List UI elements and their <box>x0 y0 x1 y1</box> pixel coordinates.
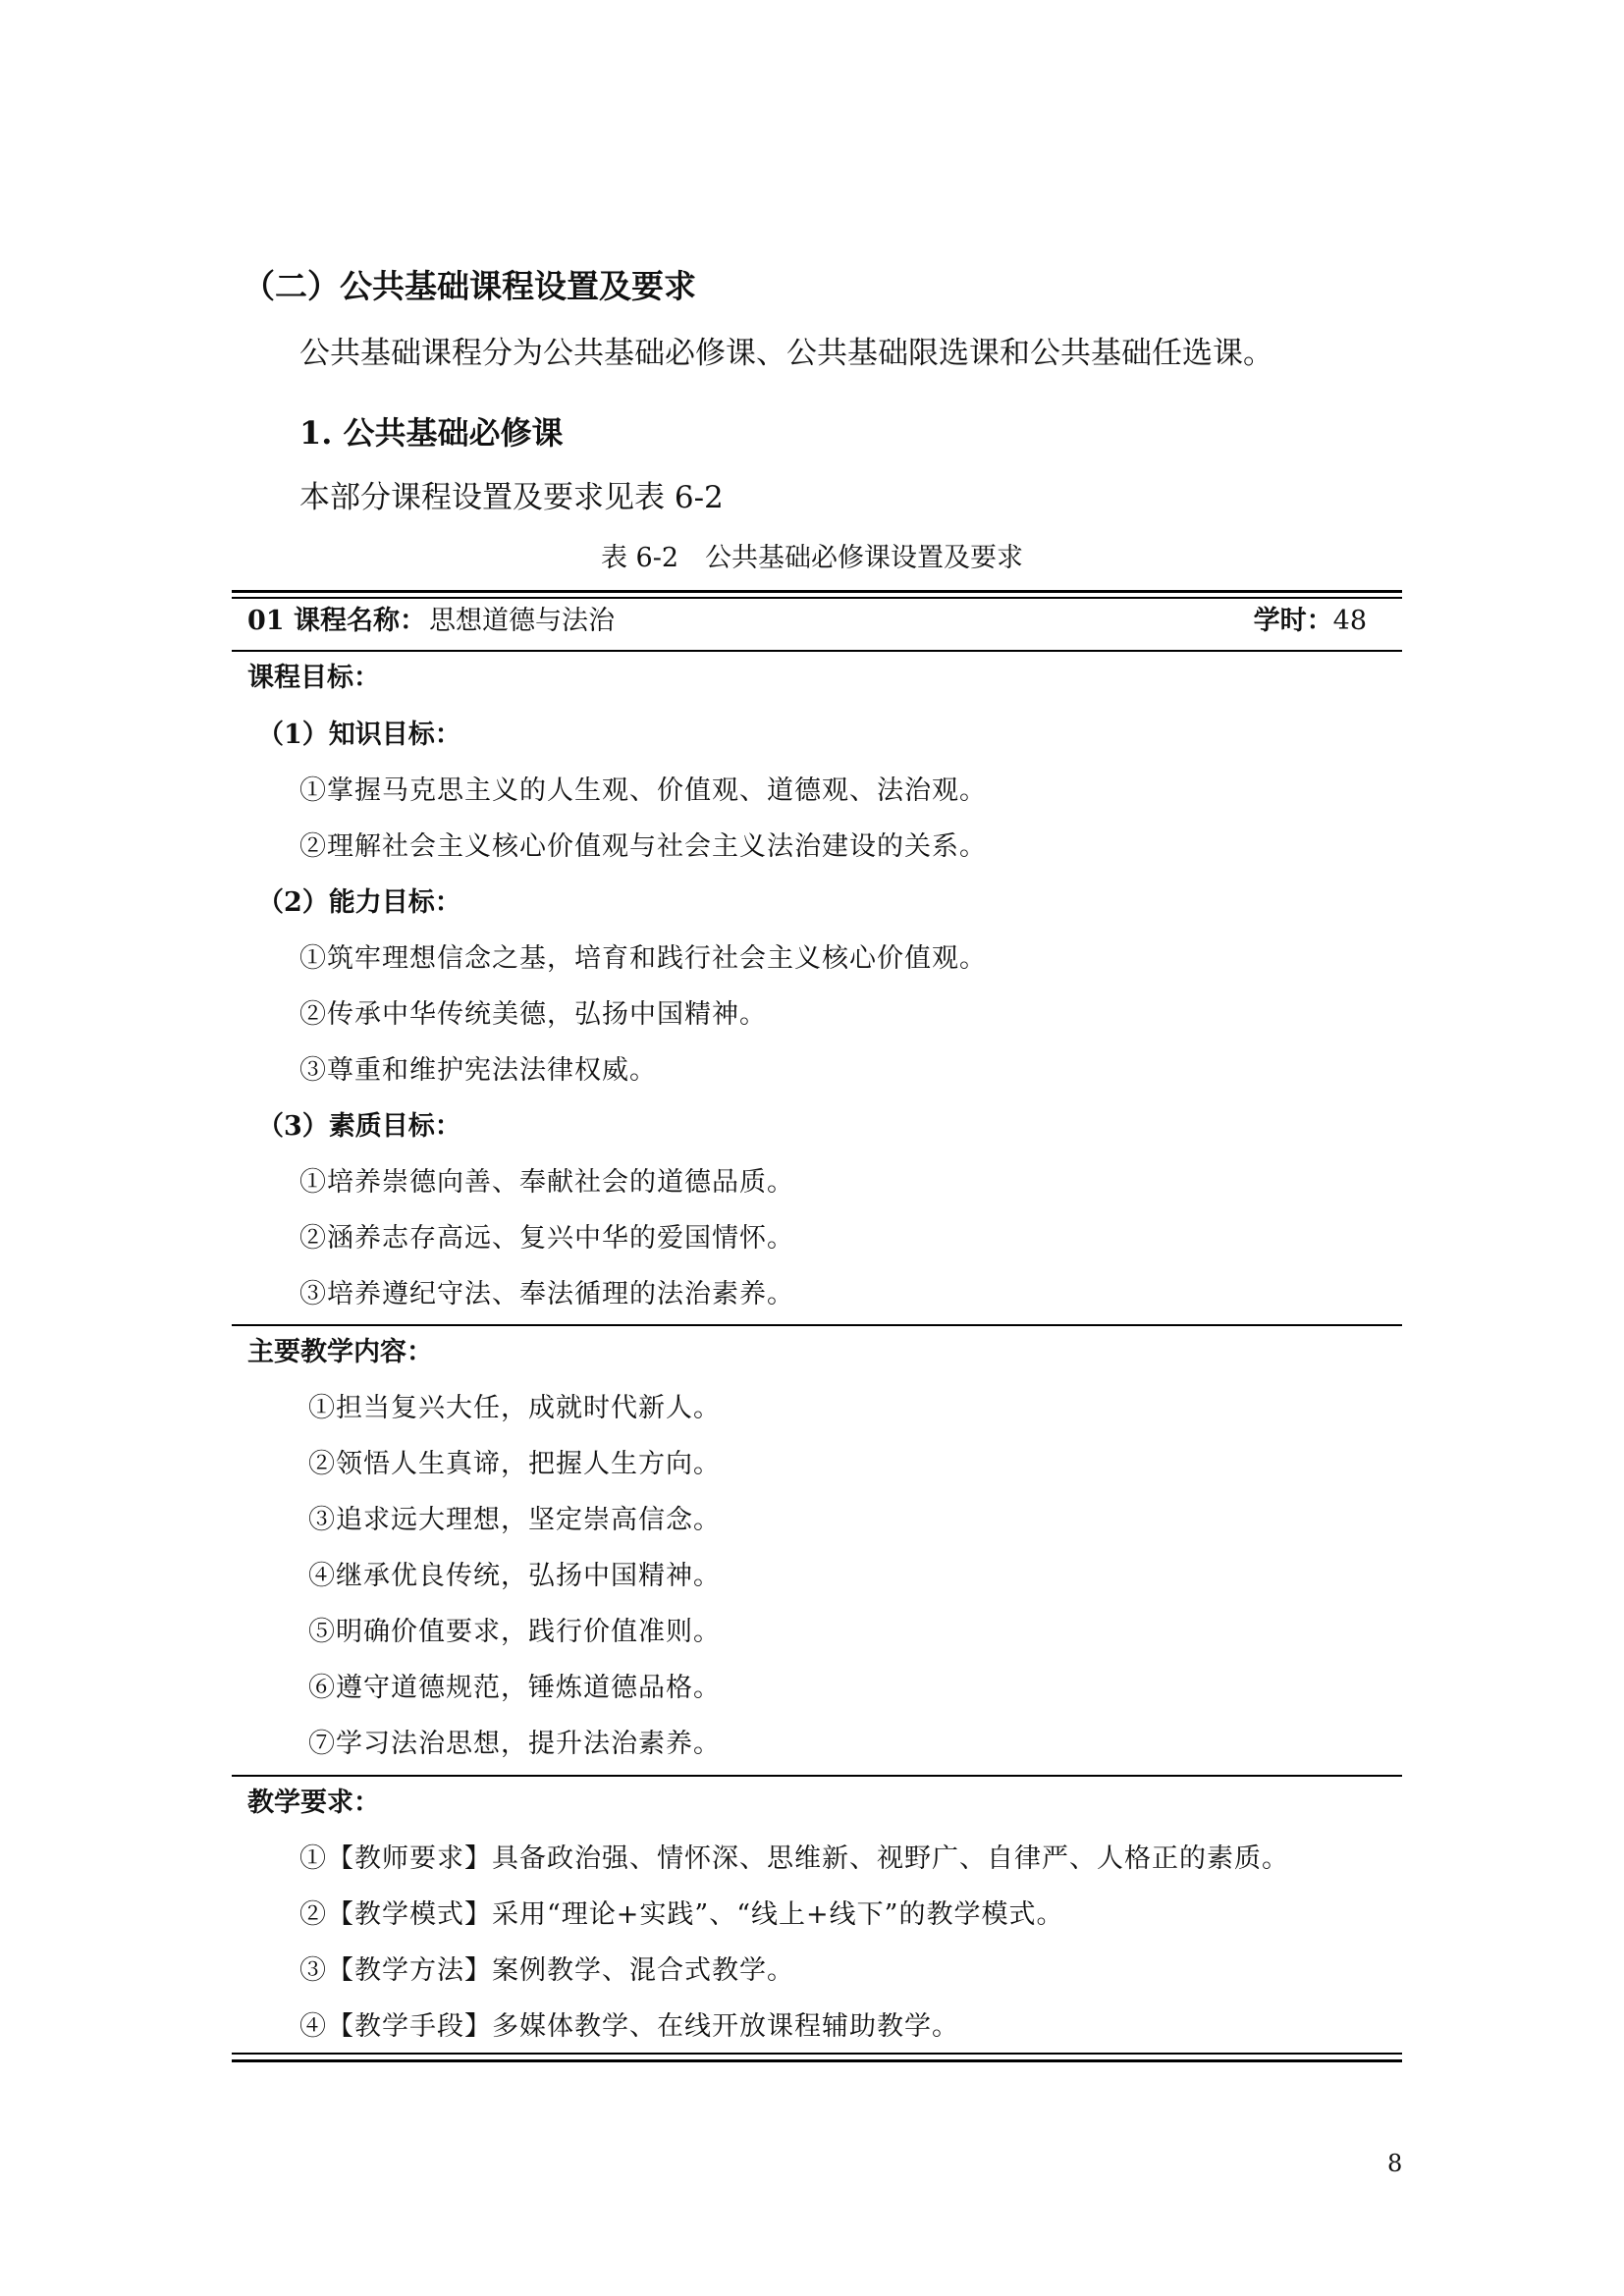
list-item: ③培养遵纪守法、奉法循理的法治素养。 <box>299 1279 794 1309</box>
quality-objectives-title: （3）素质目标： <box>257 1111 461 1142</box>
table-caption: 表 6-2 公共基础必修课设置及要求 <box>600 543 1024 573</box>
table-objectives-divider <box>232 1324 1402 1326</box>
table-top-rule <box>232 590 1402 593</box>
list-item: ①培养崇德向善、奉献社会的道德品质。 <box>299 1167 794 1198</box>
subsection-intro: 本部分课程设置及要求见表 6-2 <box>299 480 724 515</box>
list-item: ⑥遵守道德规范，锤炼道德品格。 <box>308 1673 721 1703</box>
page-number: 8 <box>1387 2150 1403 2177</box>
list-item: ⑤明确价值要求，践行价值准则。 <box>308 1617 721 1647</box>
list-item: ②传承中华传统美德，弘扬中国精神。 <box>299 999 767 1030</box>
list-item: ③尊重和维护宪法法律权威。 <box>299 1055 657 1086</box>
hours-value: 48 <box>1332 606 1367 636</box>
requirements-title: 教学要求： <box>247 1788 380 1818</box>
table-content-divider <box>232 1775 1402 1777</box>
section-heading: （二）公共基础课程设置及要求 <box>243 267 696 305</box>
list-item: ④【教学手段】多媒体教学、在线开放课程辅助教学。 <box>299 2011 959 2042</box>
course-hours <box>1254 599 1367 637</box>
section-intro: 公共基础课程分为公共基础必修课、公共基础限选课和公共基础任选课。 <box>299 336 1273 371</box>
list-item: ③追求远大理想，坚定崇高信念。 <box>308 1505 721 1535</box>
list-item: ①担当复兴大任，成就时代新人。 <box>308 1393 721 1423</box>
subsection-heading: 1. 公共基础必修课 <box>299 414 564 452</box>
course-name-label-text: 01 课程名称： <box>247 606 426 636</box>
list-item: ②领悟人生真谛，把握人生方向。 <box>308 1449 721 1479</box>
knowledge-objectives-title: （1）知识目标： <box>257 720 461 750</box>
list-item: ①掌握马克思主义的人生观、价值观、道德观、法治观。 <box>299 775 987 806</box>
content-title: 主要教学内容： <box>247 1337 433 1367</box>
ability-objectives-title: （2）能力目标： <box>257 887 461 918</box>
objectives-title: 课程目标： <box>247 663 380 693</box>
table-bottom-rule-inner <box>232 2053 1402 2055</box>
table-bottom-rule <box>232 2059 1402 2062</box>
list-item: ②涵养志存高远、复兴中华的爱国情怀。 <box>299 1223 794 1254</box>
list-item: ②【教学模式】采用“理论+实践”、“线上+线下”的教学模式。 <box>299 1899 1064 1930</box>
hours-label: 学时： <box>1253 606 1333 636</box>
table-header-divider <box>232 650 1402 652</box>
list-item: ②理解社会主义核心价值观与社会主义法治建设的关系。 <box>299 831 987 862</box>
list-item: ③【教学方法】案例教学、混合式教学。 <box>299 1955 794 1986</box>
list-item: ④继承优良传统，弘扬中国精神。 <box>308 1561 721 1591</box>
list-item: ⑦学习法治思想，提升法治素养。 <box>308 1729 721 1759</box>
list-item: ①筑牢理想信念之基，培育和践行社会主义核心价值观。 <box>299 943 987 974</box>
course-name: 思想道德与法治 <box>429 606 615 636</box>
list-item: ①【教师要求】具备政治强、情怀深、思维新、视野广、自律严、人格正的素质。 <box>299 1843 1289 1874</box>
course-name-label <box>247 599 426 637</box>
